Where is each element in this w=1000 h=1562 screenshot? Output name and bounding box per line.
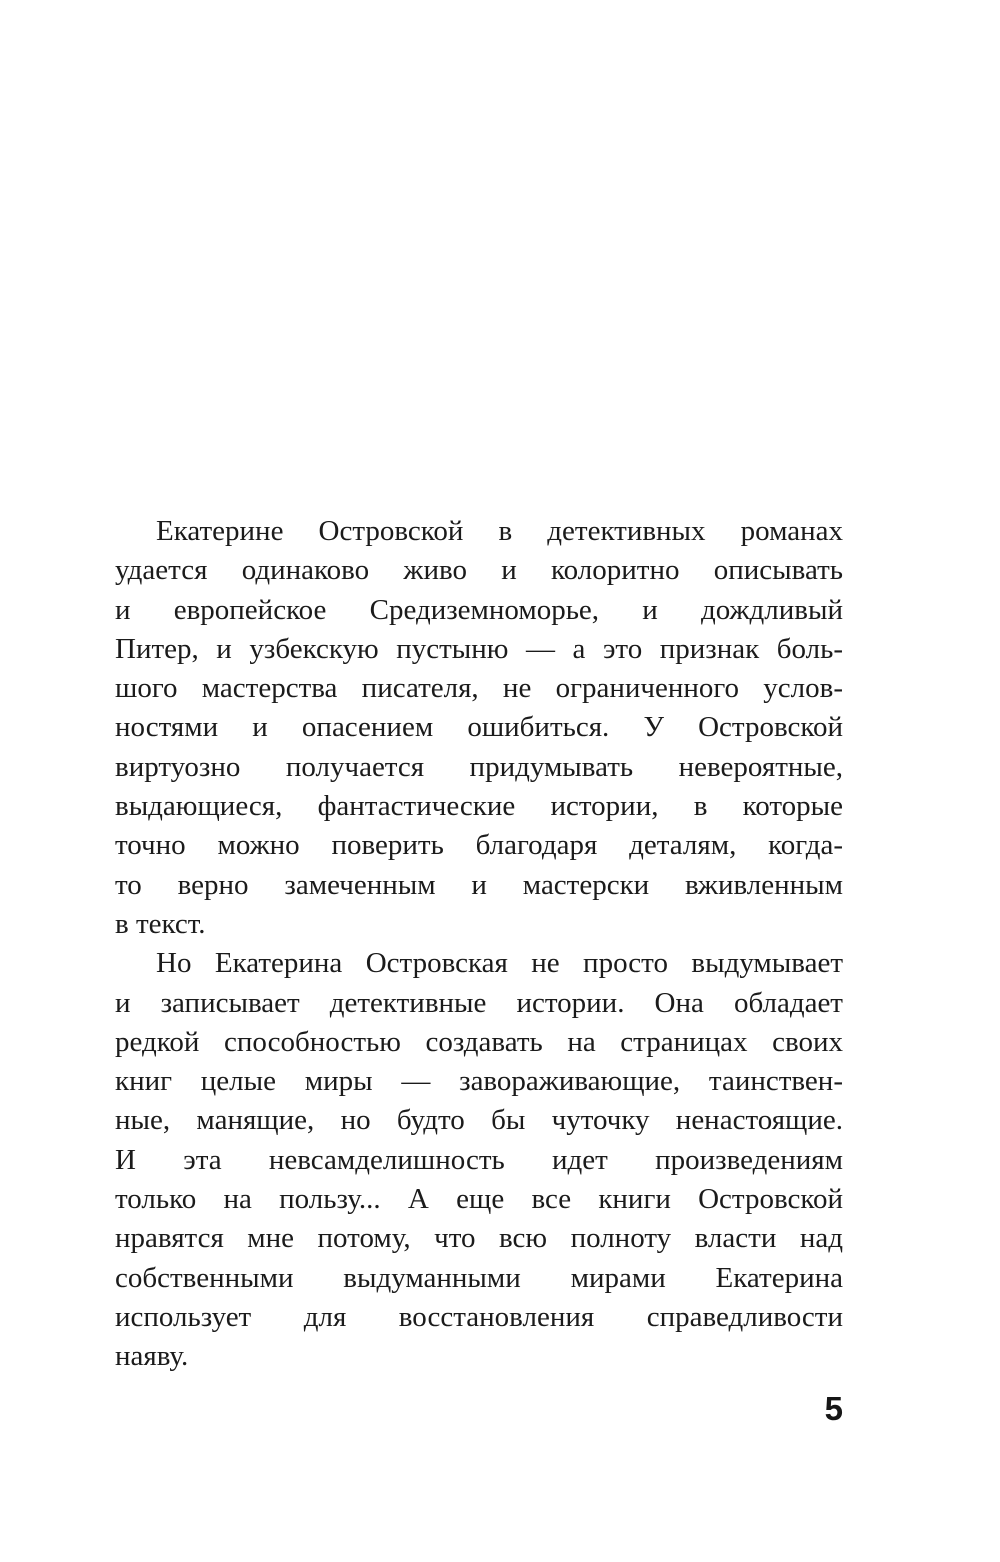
text-line: редкой способностью создавать на страницах своих <box>115 1025 843 1058</box>
text-line: использует для восстановления справедливости <box>115 1300 843 1333</box>
text-line: наяву. <box>115 1340 189 1373</box>
text-line: ностями и опасением ошибиться. У Островской <box>115 711 843 744</box>
text-line: нравятся мне потому, что всю полноту власти над <box>115 1222 843 1255</box>
text-line: и европейское Средиземноморье, и дождливый <box>115 593 843 626</box>
text-line: Питер, и узбекскую пустыню — а это признак боль- <box>115 632 843 665</box>
text-line: и записывает детективные истории. Она обладает <box>115 986 843 1019</box>
text-line: И эта невсамделишность идет произведениям <box>115 1143 843 1176</box>
text-line: выдающиеся, фантастические истории, в которые <box>115 790 843 823</box>
text-block <box>115 512 843 1377</box>
text-line: только на пользу... А еще все книги Островской <box>115 1183 843 1216</box>
text-line: в текст. <box>115 907 206 940</box>
page-number: 5 <box>824 1390 843 1427</box>
text-line: собственными выдуманными мирами Екатерина <box>115 1261 843 1294</box>
text-line: Но Екатерина Островская не просто выдумывает <box>156 947 843 980</box>
text-line: шого мастерства писателя, не ограниченного услов- <box>115 672 843 705</box>
text-line: Екатерине Островской в детективных романах <box>156 515 843 547</box>
text-line: то верно замеченным и мастерски вживленным <box>115 868 843 901</box>
text-line: точно можно поверить благодаря деталям, когда- <box>115 829 843 862</box>
text-line: ные, манящие, но будто бы чуточку ненастоящие. <box>115 1104 843 1137</box>
text-line: книг целые миры — завораживающие, таинствен- <box>115 1065 843 1098</box>
text-line: виртуозно получается придумывать невероятные, <box>115 750 843 783</box>
text-line: удается одинаково живо и колоритно описывать <box>115 554 843 587</box>
